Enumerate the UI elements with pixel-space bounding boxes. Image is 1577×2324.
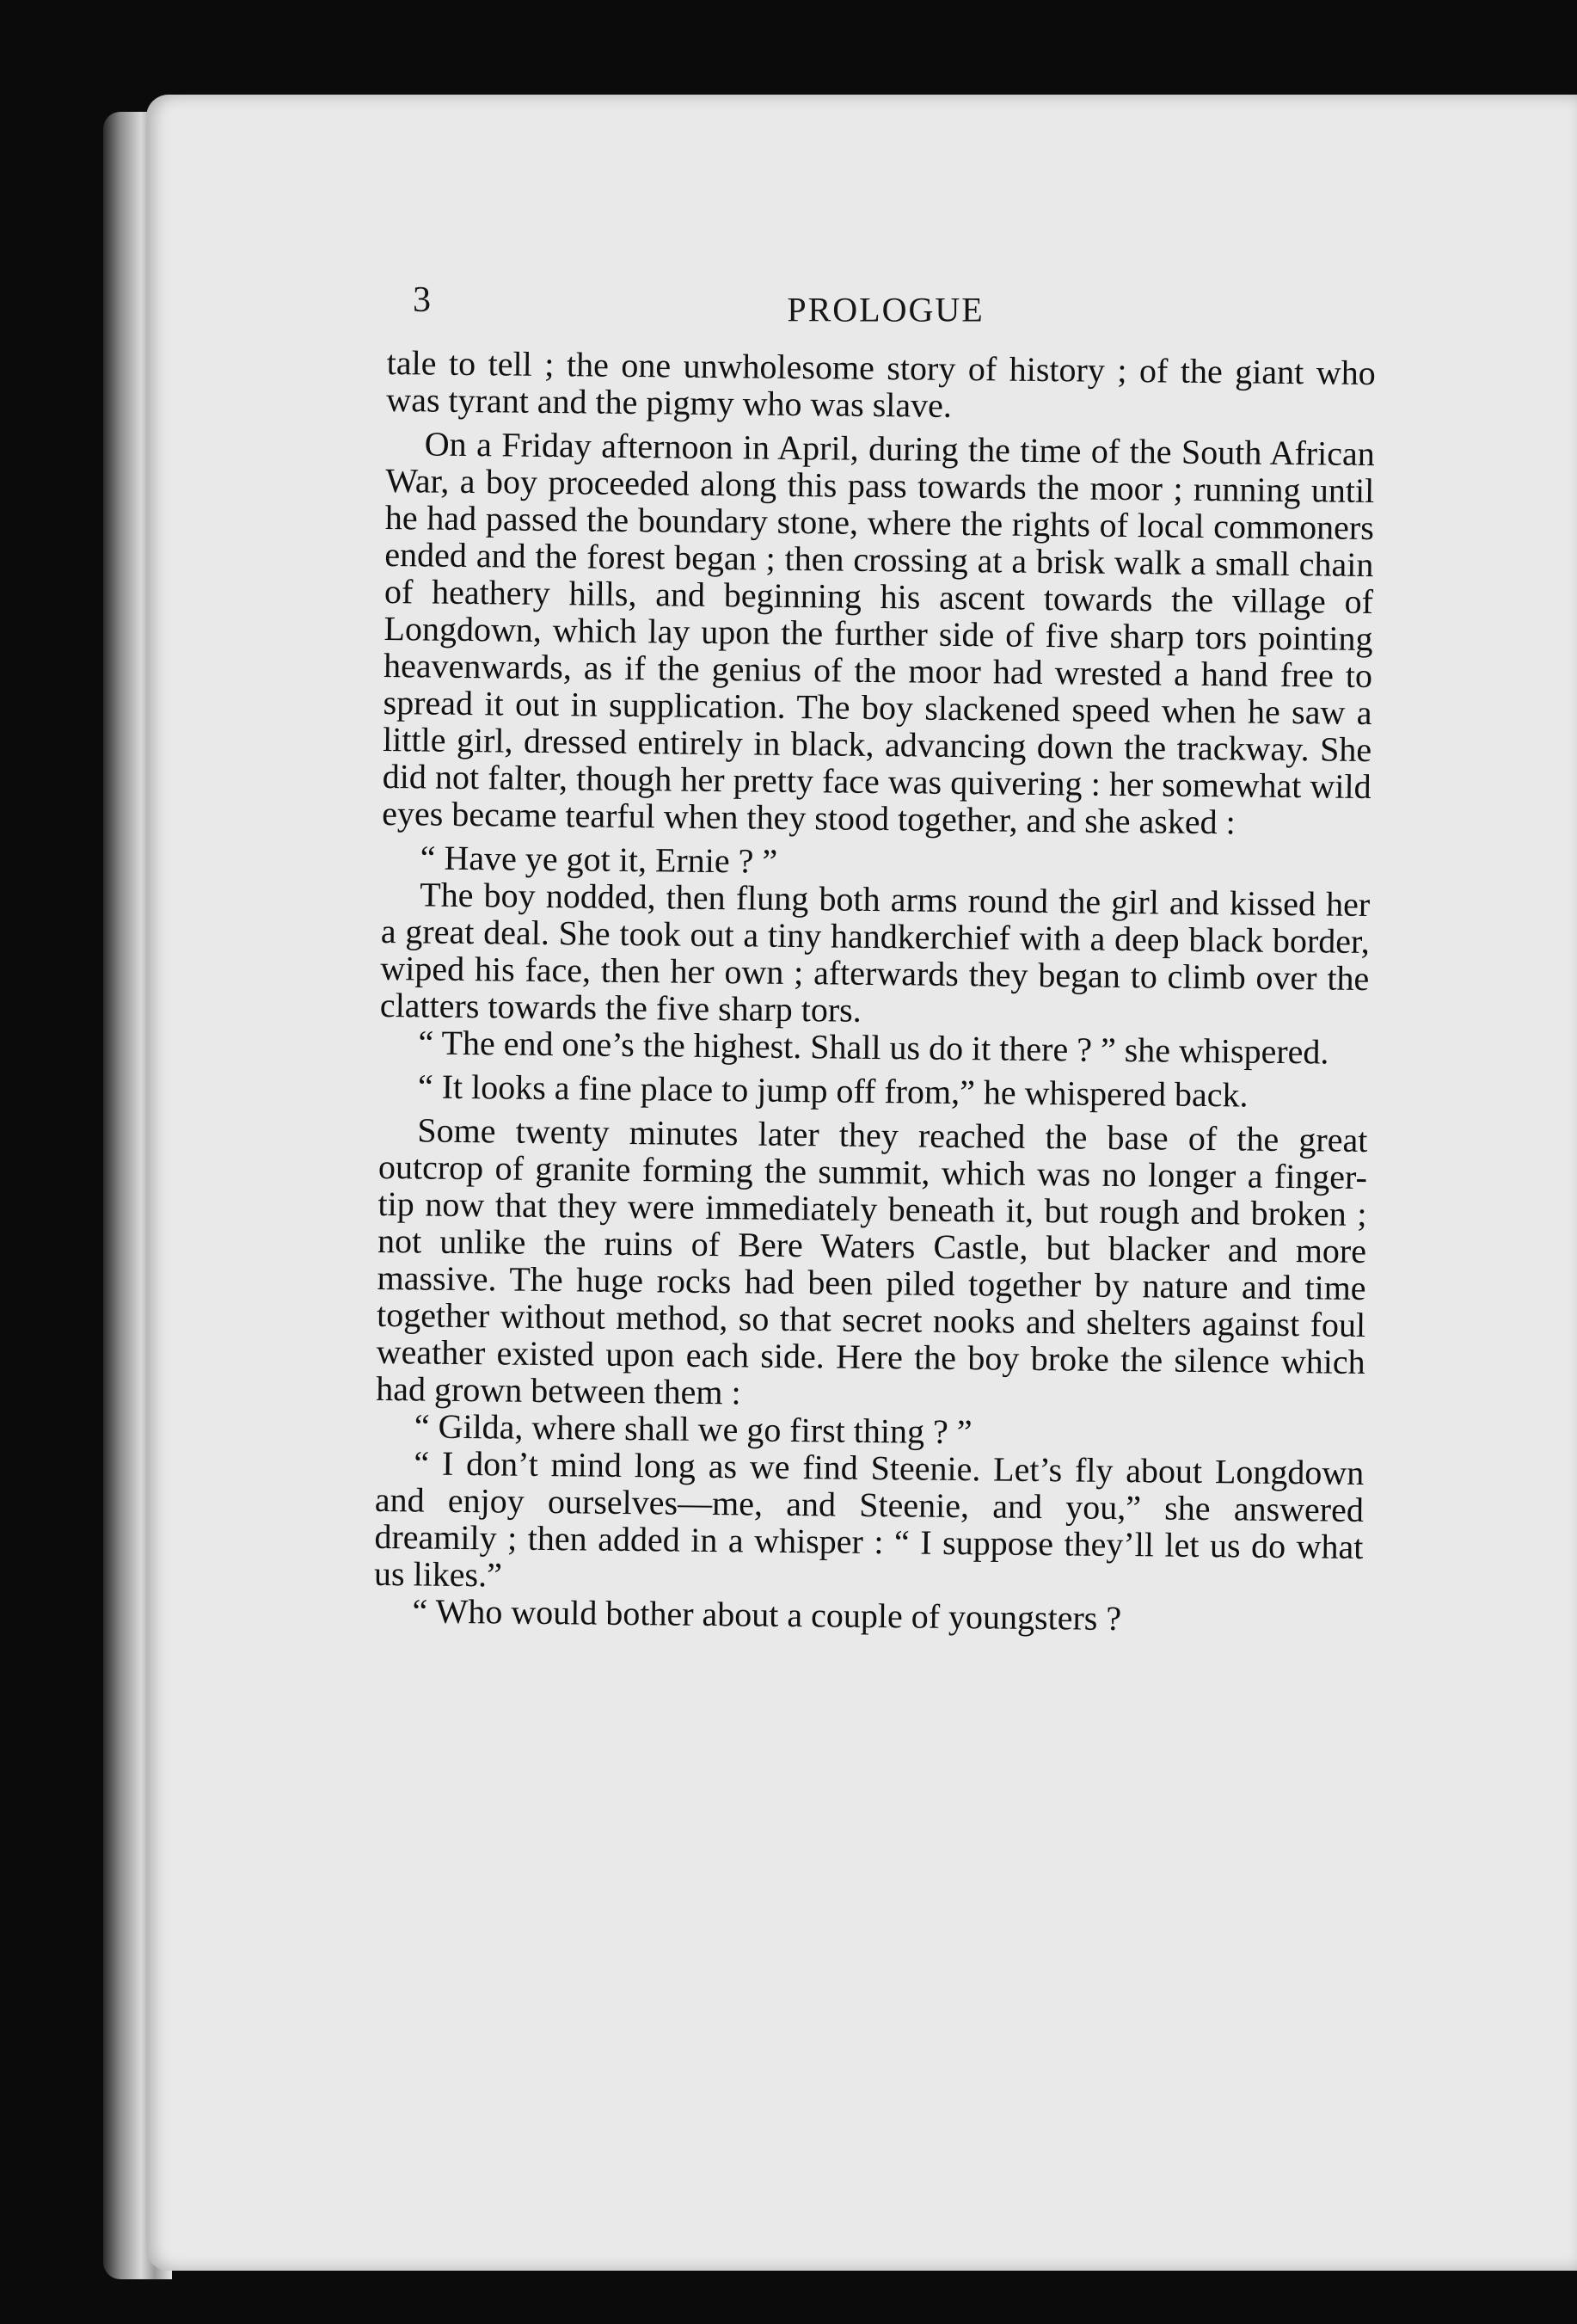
- page-number: 3: [413, 280, 431, 320]
- paragraph: “ It looks a fine place to jump off from,” he whispered back.: [417, 1067, 1249, 1115]
- paragraph: “ Who would bother about a couple of youngsters ?: [412, 1591, 1122, 1638]
- paragraph: “ Have ye got it, Ernie ? ”: [420, 838, 778, 881]
- paragraph: The boy nodded, then flung both arms round the girl and kissed her a great deal. She took out a tiny handkerchief with a deep black border, wiped his face, then her own ; afterwards they began to climb over the clatters towards the five sharp tors.: [379, 875, 1371, 1030]
- body-text: [373, 344, 1376, 1639]
- paragraph: “ I don’t mind long as we find Steenie. Let’s fly about Longdown and enjoy ourselves—me, and Steenie, and you,” she answered dreamily ; then added in a whisper : “ I suppose they’ll let us do what us likes.”: [373, 1443, 1365, 1595]
- paragraph: “ The end one’s the highest. Shall us do it there ? ” she whispered.: [418, 1023, 1329, 1072]
- running-head: PROLOGUE: [787, 290, 985, 329]
- paragraph: On a Friday afternoon in April, during the time of the South African War, a boy proceeded along this pass towards the moor ; running until he had passed the boundary stone, where the rights of local commoners ended and the forest began ; then crossing at a brisk walk a small chain of heathery hills, and beginning his ascent towards the village of Longdown, which lay upon the further side of five sharp tors pointing heavenwards, as if the genius of the moor had wrested a hand free to spread it out in supplication. The boy slackened speed when he saw a little girl, dressed entirely in black, advancing down the trackway. She did not falter, though her pretty face was quivering : her somewhat wild eyes became tearful when they stood together, and she asked :: [382, 424, 1375, 842]
- paragraph: tale to tell ; the one unwholesome story of history ; of the giant who was tyrant and the pigmy who was slave.: [386, 343, 1376, 425]
- paragraph: “ Gilda, where shall we go first thing ? ”: [414, 1406, 973, 1452]
- paragraph: Some twenty minutes later they reached the base of the great outcrop of granite forming the summit, which was no longer a finger-tip now that they were immediately beneath it, but rough and broken ; not unlike the ruins of Bere Waters Castle, but blacker and more massive. The huge rocks had been piled together by nature and time together without method, so that secret nooks and shelters against foul weather existed upon each side. Here the boy broke the silence which had grown between them :: [376, 1110, 1368, 1412]
